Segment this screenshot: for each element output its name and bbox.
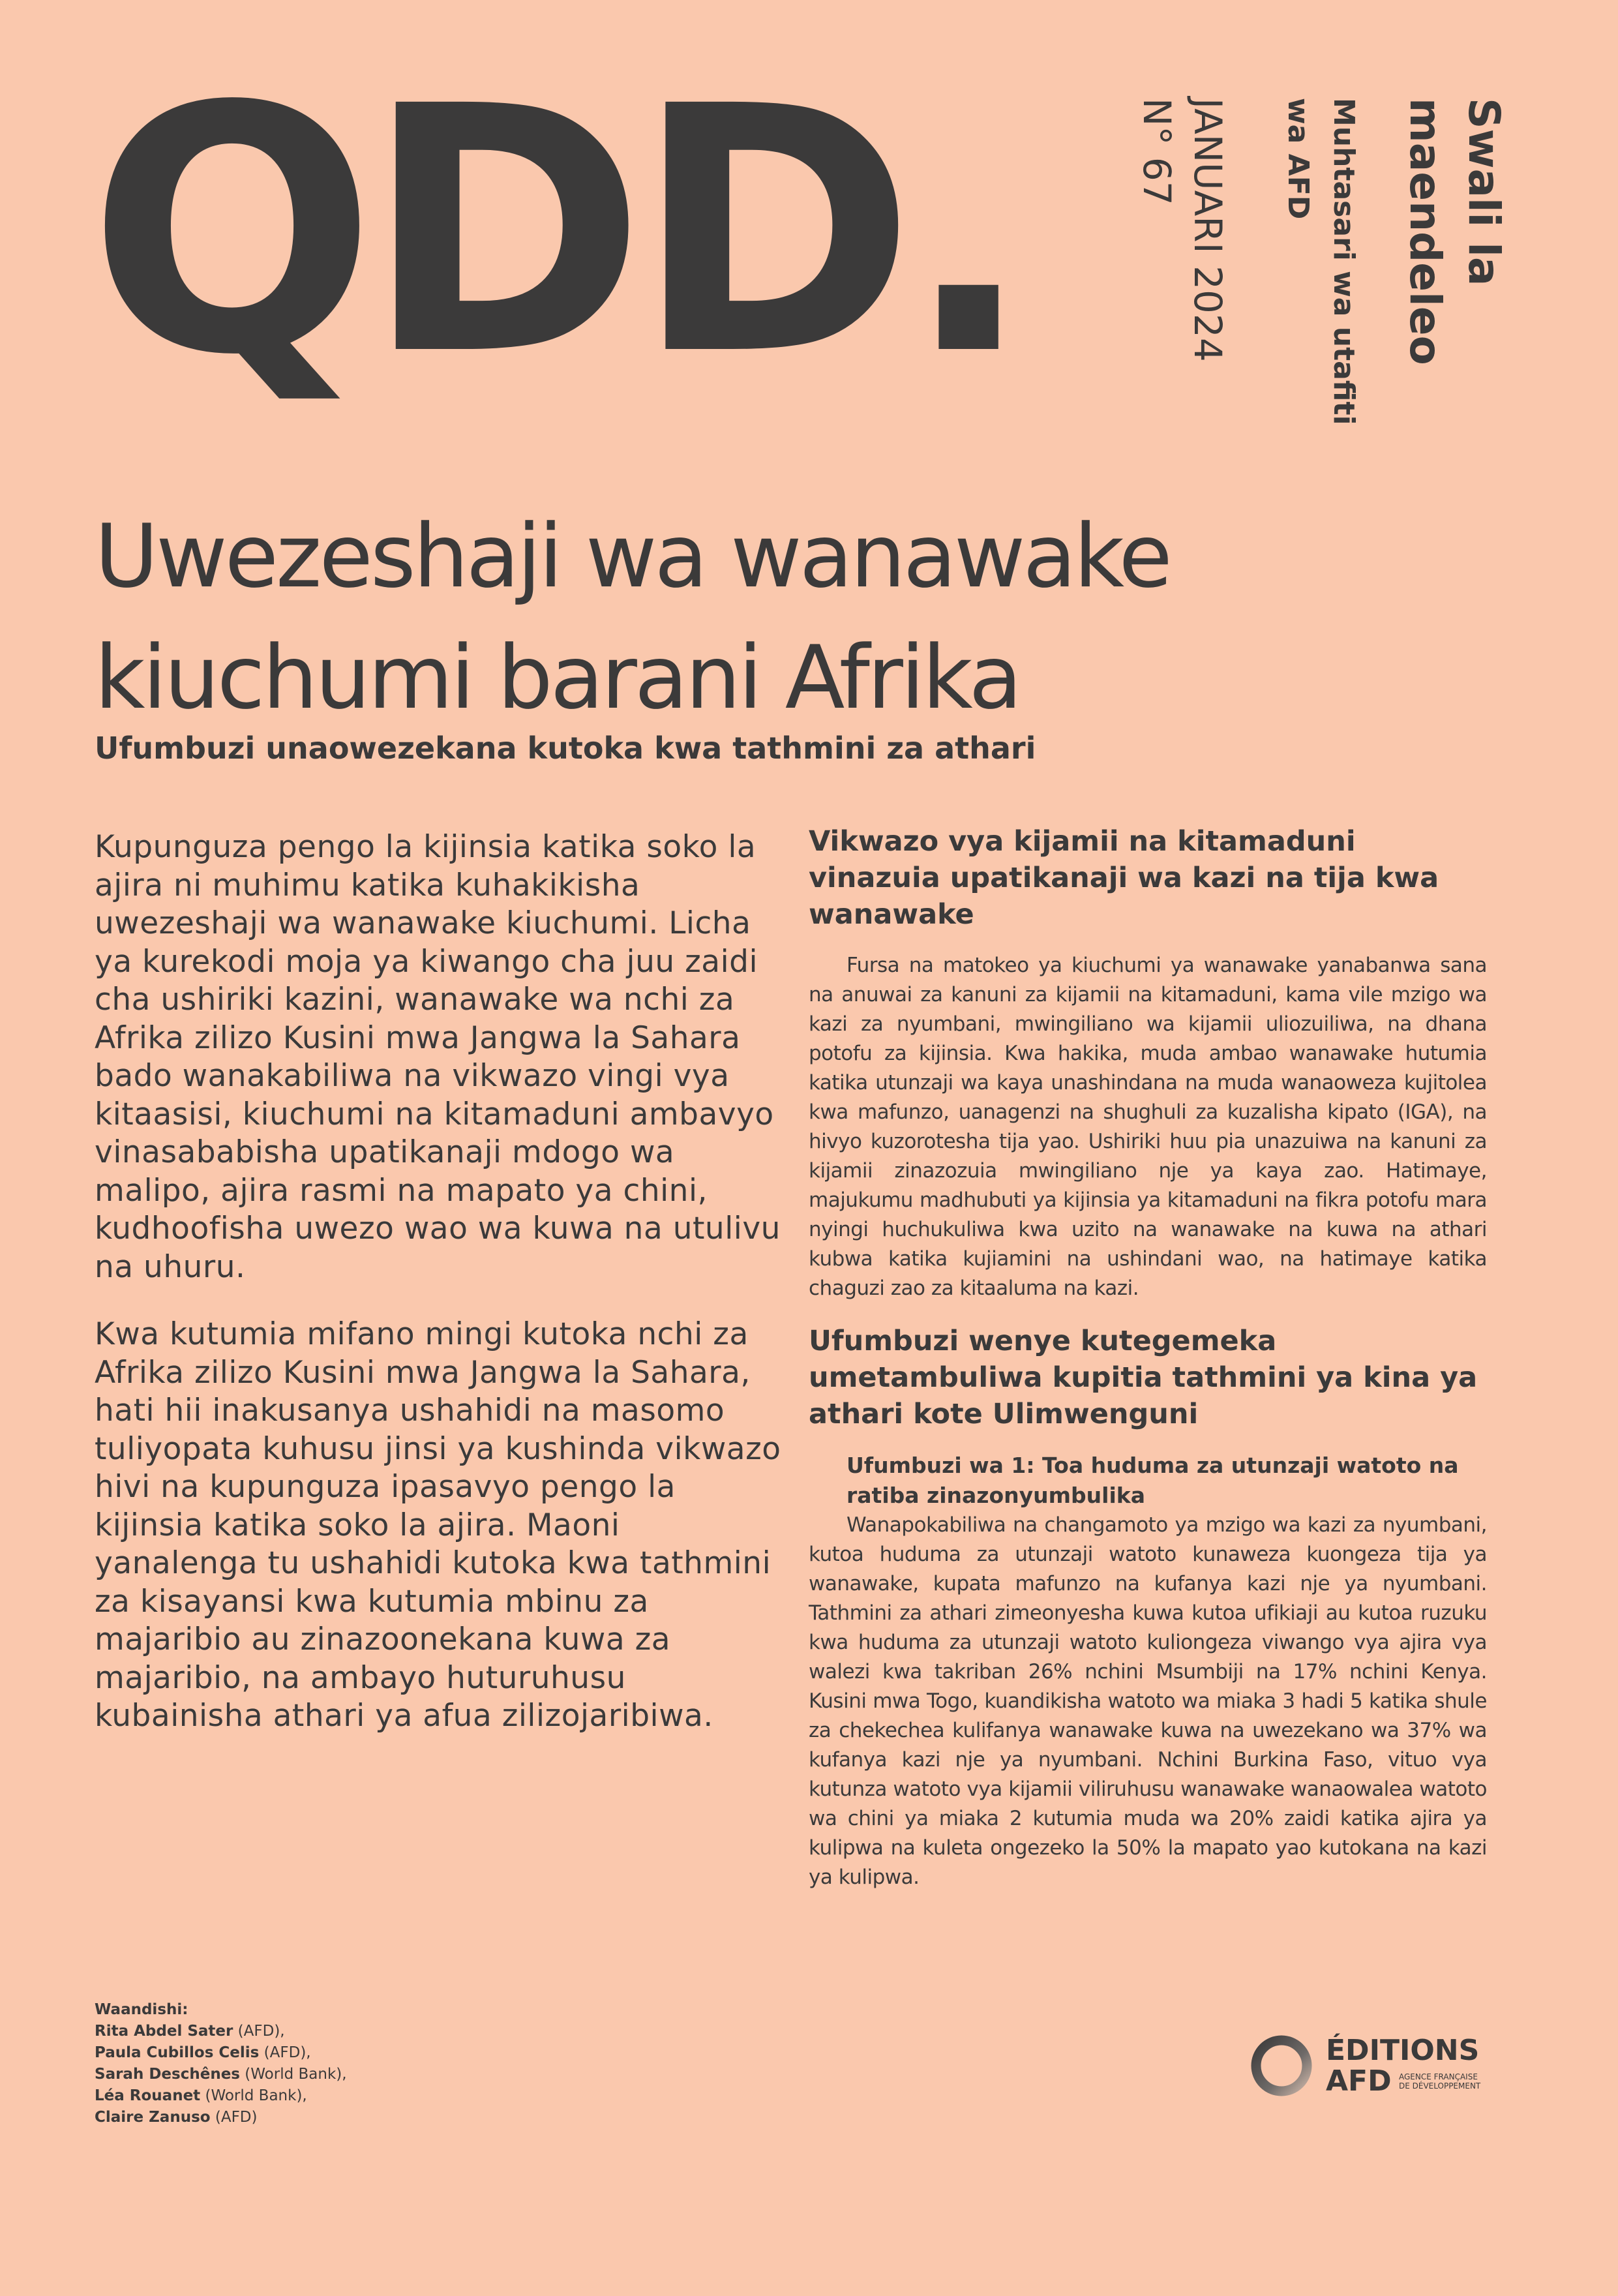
- series-name: [1396, 98, 1513, 365]
- lead-paragraph-1: Kupunguza pengo la kijinsia katika soko la ajira ni muhimu katika kuhakikisha uwezeshaji wa wanawake kiuchumi. Licha ya kurekodi moja ya kiwango cha juu zaidi cha ushiriki kazini, wanawake wa nchi za Afrika zilizo Kusini mwa Jangwa la Sahara bado wanakabiliwa na vikwazo vingi vya kitaasisi, kiuchumi na kitamaduni ambavyo vinasababisha upatikanaji mdogo wa malipo, ajira rasmi na mapato ya chini, kudhoofisha uwezo wao wa kuwa na utulivu na uhuru.: [95, 829, 781, 1285]
- issue-number: N° 67: [1135, 98, 1179, 205]
- lead-column: [95, 828, 786, 1765]
- publisher-word-2: AFD: [1326, 2064, 1392, 2098]
- series-line-2: maendeleo: [1400, 98, 1450, 365]
- section-heading-solutions: Ufumbuzi wenye kutegemeka umetambuliwa kupitia tathmini ya kina ya athari kote Ulimwenguni: [809, 1325, 1478, 1430]
- publication-type: [1275, 98, 1366, 425]
- section-heading-barriers: Vikwazo vya kijamii na kitamaduni vinazuia upatikanaji wa kazi na tija kwa wanawake: [809, 825, 1439, 931]
- publisher-word-1: ÉDITIONS: [1326, 2034, 1480, 2067]
- type-line-2: wa AFD: [1281, 98, 1315, 220]
- right-column: [809, 823, 1487, 1912]
- page-title: [95, 496, 1464, 738]
- author-item: Rita Abdel Sater (AFD),: [95, 2023, 285, 2040]
- authors-block: [95, 1999, 551, 2128]
- publisher-tagline: AGENCE FRANÇAISE DE DÉVELOPPEMENT: [1399, 2072, 1481, 2091]
- section-body-barriers: Fursa na matokeo ya kiuchumi ya wanawake yanabanwa sana na anuwai za kanuni za kijamii na kitamaduni, kama vile mzigo wa kazi za nyumbani, mwingiliano wa kijamii uliozuiliwa, na dhana potofu za kijinsia. Kwa hakika, muda ambao wanawake hutumia katika utunzaji wa kaya unashindana na muda wanaoweza kujitolea kwa mafunzo, uanagenzi na shughuli za kuzalisha kipato (IGA), na hivyo kuzorotesha tija yao. Ushiriki huu pia unazuiwa na kanuni za kijamii zinazozuia mwingiliano nje ya kaya zao. Hatimaye, majukumu madhubuti ya kijinsia ya kitamaduni na fikra potofu mara nyingi huchukuliwa kwa uzito na wanawake na kuwa na athari kubwa katika kujiamini na ushindani wao, na hatimaye katika chaguzi zao za kitaaluma na kazi.: [809, 954, 1487, 1300]
- type-line-1: Muhtasari wa utafiti: [1327, 98, 1360, 425]
- subsection-heading-childcare: Ufumbuzi wa 1: Toa huduma za utunzaji watoto na ratiba zinazonyumbulika: [846, 1453, 1459, 1508]
- authors-label: Waandishi:: [95, 2001, 188, 2018]
- title-line-1: Uwezeshaji wa wanawake: [95, 506, 1170, 607]
- author-item: Léa Rouanet (World Bank),: [95, 2087, 307, 2104]
- author-item: Paula Cubillos Celis (AFD),: [95, 2044, 311, 2061]
- lead-paragraph-2: Kwa kutumia mifano mingi kutoka nchi za Afrika zilizo Kusini mwa Jangwa la Sahara, hati hii inakusanya ushahidi na masomo tuliyopata kuhusu jinsi ya kushinda vikwazo hivi na kupunguza ipasavyo pengo la kijinsia katika soko la ajira. Maoni yanalenga tu ushahidi kutoka kwa tathmini za kisayansi kwa kutumia mbinu za majaribio au zinazoonekana kuwa za majaribio, na ambayo huturuhusu kubainisha athari ya afua zilizojaribiwa.: [95, 1316, 781, 1734]
- subsection-body-childcare: Wanapokabiliwa na changamoto ya mzigo wa kazi za nyumbani, kutoa huduma za utunzaji watoto kunaweza kuongeza tija ya wanawake, kupata mafunzo na kufanya kazi nje ya nyumbani. Tathmini za athari zimeonyesha kuwa kutoa ufikiaji au kutoa ruzuku kwa huduma za utunzaji watoto kuliongeza viwango vya ajira vya walezi kwa takriban 26% nchini Msumbiji na 17% nchini Kenya. Kusini mwa Togo, kuandikisha watoto wa miaka 3 hadi 5 katika shule za chekechea kulifanya wanawake kuwa na uwezekano wa 37% wa kufanya kazi nje ya nyumbani. Nchini Burkina Faso, vituo vya kutunza watoto vya kijamii viliruhusu wanawake wanaowalea watoto wa chini ya miaka 2 kutumia muda wa 20% zaidi katika ajira ya kulipwa na kuleta ongezeko la 50% la mapato yao kutokana na kazi ya kulipwa.: [809, 1513, 1487, 1889]
- qdd-logo: QDD.: [88, 34, 1021, 429]
- editions-afd-logo: [1249, 2032, 1490, 2104]
- issue-date: JANUARI 2024: [1186, 98, 1230, 362]
- author-item: Sarah Deschênes (World Bank),: [95, 2066, 347, 2083]
- author-item: Claire Zanuso (AFD): [95, 2109, 258, 2126]
- series-line-1: Swali la: [1459, 98, 1509, 286]
- issue-info: [1131, 98, 1233, 362]
- ring-logo-icon: [1249, 2033, 1314, 2098]
- page-subtitle: Ufumbuzi unaowezekana kutoka kwa tathmini za athari: [95, 731, 1036, 766]
- title-line-2: kiuchumi barani Afrika: [95, 627, 1020, 729]
